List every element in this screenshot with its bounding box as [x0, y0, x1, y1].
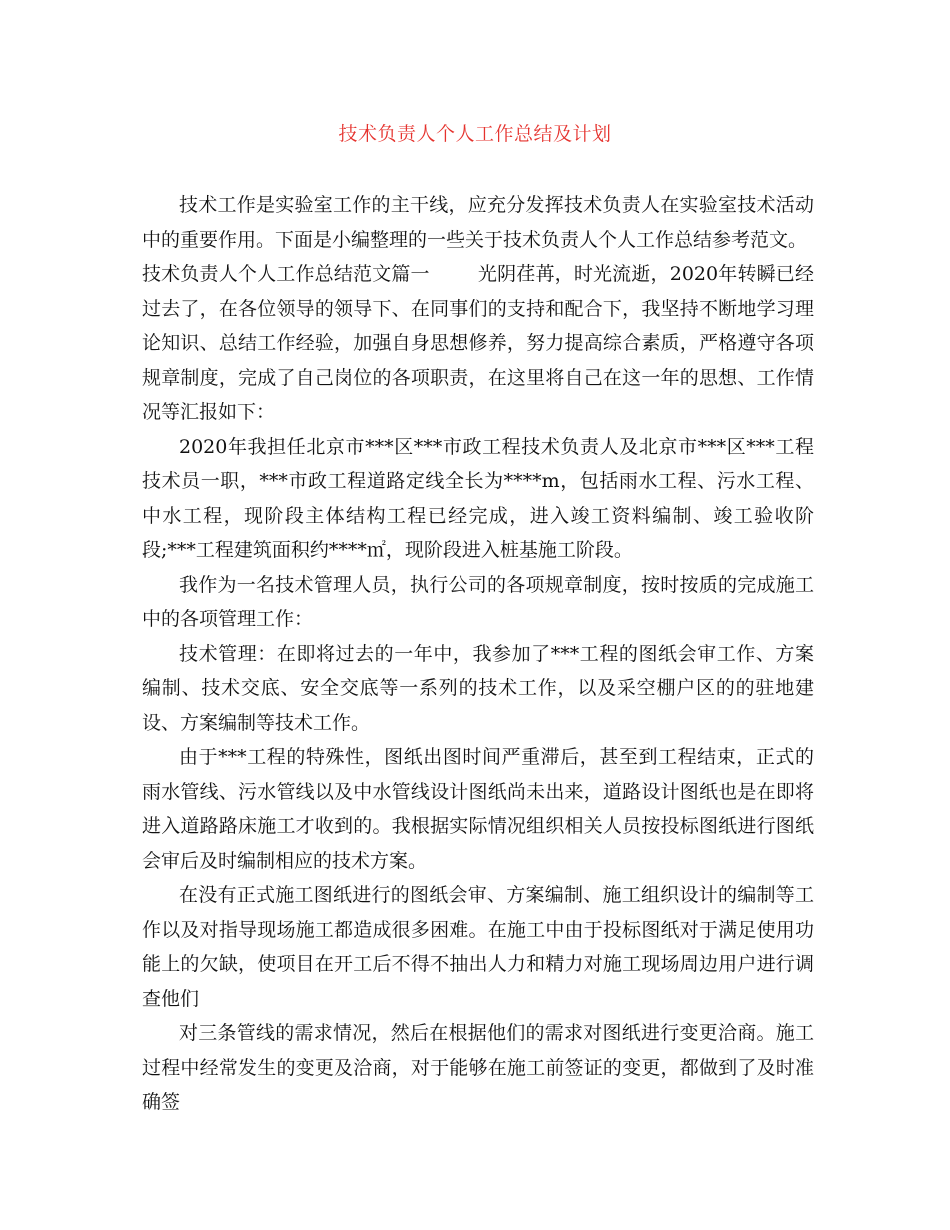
paragraph-article-one [142, 257, 814, 430]
paragraph-tech-management: 技术管理：在即将过去的一年中，我参加了***工程的图纸会审工作、方案编制、技术交底、安全交底等一系列的技术工作，以及采空棚户区的的驻地建设、方案编制等技术工作。 [142, 642, 814, 734]
paragraph-role: 2020年我担任北京市***区***市政工程技术负责人及北京市***区***工程技术员一职，***市政工程道路定线全长为****m，包括雨水工程、污水工程、中水工程，现阶段主体结构工程已经完成，进入竣工资料编制、竣工验收阶段;***工程建筑面积约****㎡，现阶段进入桩基施工阶段。 [142, 435, 814, 561]
paragraph-duties: 我作为一名技术管理人员，执行公司的各项规章制度，按时按质的完成施工中的各项管理工作： [142, 573, 814, 630]
article-one-text: 光阴荏苒，时光流逝，2020年转瞬已经过去了，在各位领导的领导下、在同事们的支持和配合下，我坚持不断地学习理论知识、总结工作经验，加强自身思想修养，努力提高综合素质，严格遵守各项规章制度，完成了自己岗位的各项职责，在这里将自己在这一年的思想、工作情况等汇报如下： [142, 263, 814, 423]
document-title: 技术负责人个人工作总结及计划 [338, 123, 612, 145]
paragraph-drawings-delay: 由于***工程的特殊性，图纸出图时间严重滞后，甚至到工程结束，正式的雨水管线、污水管线以及中水管线设计图纸尚未出来，道路设计图纸也是在即将进入道路路床施工才收到的。我根据实际情况组织相关人员按投标图纸进行图纸会审后及时编制相应的技术方案。 [142, 746, 814, 872]
document-body [142, 188, 814, 1120]
paragraph-change-negotiation: 对三条管线的需求情况，然后在根据他们的需求对图纸进行变更洽商。施工过程中经常发生的变更及洽商，对于能够在施工前签证的变更，都做到了及时准确签 [142, 1022, 814, 1113]
paragraph-intro: 技术工作是实验室工作的主干线，应充分发挥技术负责人在实验室技术活动中的重要作用。下面是小编整理的一些关于技术负责人个人工作总结参考范文。 [142, 194, 814, 251]
article-heading: 技术负责人个人工作总结范文篇一 [142, 263, 430, 285]
paragraph-difficulties: 在没有正式施工图纸进行的图纸会审、方案编制、施工组织设计的编制等工作以及对指导现场施工都造成很多困难。在施工中由于投标图纸对于满足使用功能上的欠缺，使项目在开工后不得不抽出人力和精力对施工现场周边用户进行调查他们 [142, 884, 814, 1010]
